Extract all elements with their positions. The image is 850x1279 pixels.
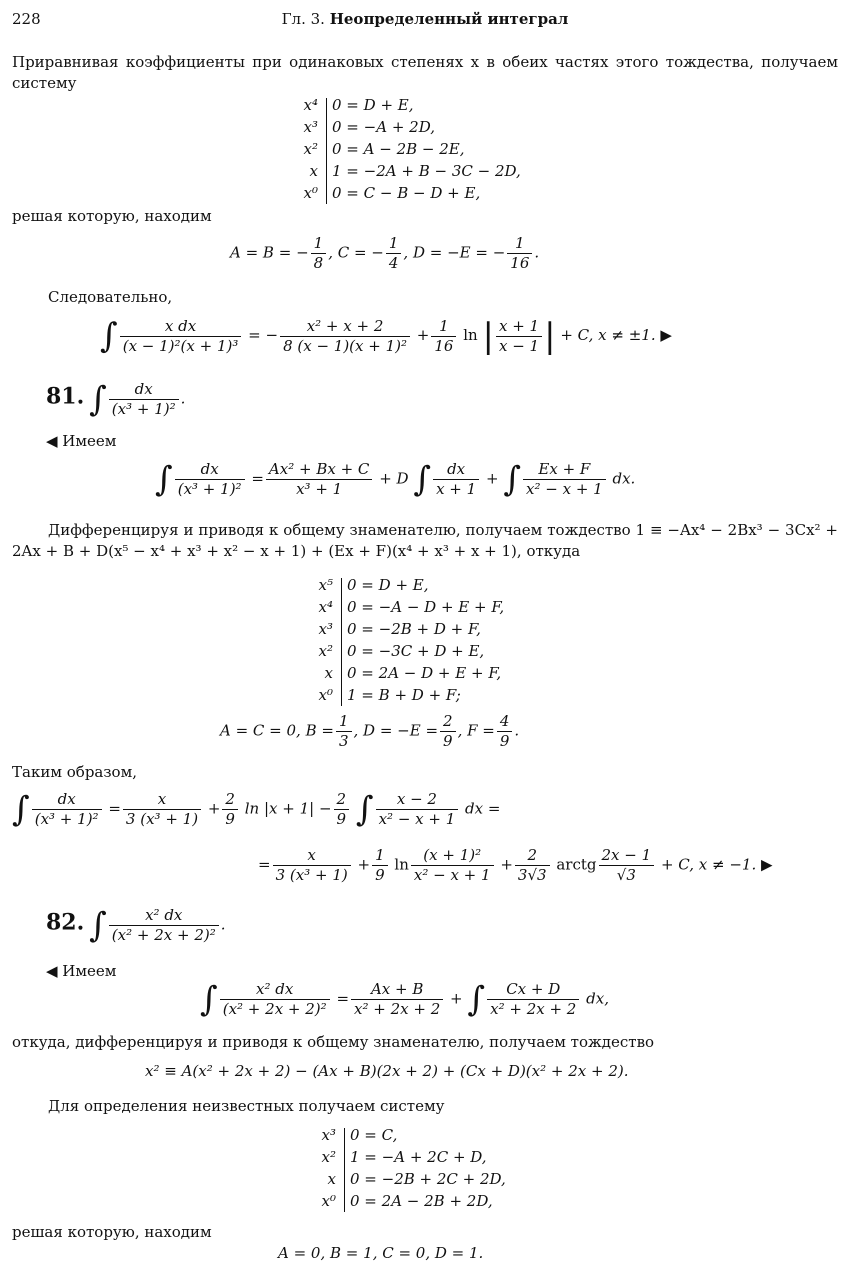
denominator: 16: [510, 254, 530, 272]
denominator: 8: [313, 254, 324, 272]
arctg: arctg: [556, 855, 597, 874]
denominator: (x³ + 1)²: [111, 400, 176, 418]
sol-text: A = C = 0, B =: [220, 721, 334, 740]
denominator: 3: [338, 732, 349, 750]
fraction: [280, 317, 410, 356]
system-lhs: x⁴: [303, 96, 318, 114]
dx: dx.: [612, 469, 636, 488]
solution-1: [230, 234, 539, 273]
numerator: x: [273, 846, 351, 866]
paragraph-determine: Для определения неизвестных получаем систему: [48, 1097, 445, 1115]
denominator: 8 (x − 1)(x + 1)²: [283, 336, 408, 355]
plus: +: [357, 855, 371, 874]
system-lhs: x⁰: [321, 1192, 336, 1210]
result-80: [100, 316, 672, 356]
system-lhs: x: [327, 1170, 336, 1188]
equals: = −: [248, 326, 279, 344]
denominator: 9: [336, 810, 347, 828]
denominator: (x³ + 1)²: [177, 480, 242, 498]
fraction: [431, 317, 456, 356]
system-lhs: x⁰: [303, 184, 318, 202]
fraction: [32, 790, 102, 829]
fraction: [175, 460, 245, 499]
integral-sign: ∫: [155, 459, 173, 500]
numerator: 1: [336, 712, 352, 732]
chapter-number: Гл. 3.: [281, 10, 325, 28]
numerator: 1: [386, 234, 402, 254]
plus: +: [485, 469, 499, 488]
fraction: [273, 846, 351, 885]
denominator: 4: [388, 254, 399, 272]
system-lhs: x⁵: [318, 576, 333, 594]
fraction: [109, 906, 219, 945]
equals: =: [108, 799, 121, 818]
fraction: [515, 846, 550, 885]
problem-81: [46, 380, 185, 419]
denominator: x² + 2x + 2: [490, 1000, 577, 1018]
fraction: [487, 980, 579, 1019]
system-rhs: 1 = B + D + F;: [347, 686, 461, 704]
fraction: [496, 317, 542, 356]
problem-82: [46, 906, 226, 945]
numerator: dx: [433, 460, 479, 480]
numerator: dx: [109, 380, 179, 400]
system-rhs: 0 = −A + 2D,: [332, 118, 435, 136]
denominator: 9: [443, 732, 453, 750]
numerator: 2: [515, 846, 550, 866]
fraction: [266, 460, 372, 499]
equals: =: [258, 855, 271, 874]
ln: ln: [463, 326, 478, 344]
fraction: [120, 317, 242, 356]
equals: =: [251, 469, 264, 488]
system-rhs: 0 = −2B + 2C + 2D,: [350, 1170, 506, 1188]
denominator: 3 (x³ + 1): [125, 810, 199, 828]
denominator: 9: [225, 810, 235, 828]
numerator: x − 2: [376, 790, 459, 810]
integral-sign: ∫: [89, 379, 107, 420]
numerator: 2: [440, 712, 456, 732]
system-rhs: 0 = 2A − 2B + 2D,: [350, 1192, 493, 1210]
equals: =: [336, 989, 350, 1008]
fraction: [334, 790, 350, 829]
fraction: [523, 460, 606, 499]
problem-number: 81.: [46, 383, 85, 410]
numerator: Ax² + Bx + C: [266, 460, 372, 480]
numerator: x + 1: [496, 317, 542, 337]
ln-term: ln |x + 1| −: [244, 799, 332, 818]
fraction: [411, 846, 494, 885]
paragraph-solving: решая которую, находим: [12, 207, 212, 225]
denominator: √3: [616, 866, 636, 884]
system-rhs: 0 = −A − D + E + F,: [347, 598, 505, 616]
result-81-line-2: [258, 846, 773, 885]
denominator: x² − x + 1: [378, 810, 456, 828]
chapter-title: Неопределенный интеграл: [329, 10, 569, 28]
system-lhs: x: [309, 162, 318, 180]
page-number: 228: [12, 10, 41, 28]
system-rhs: 0 = C,: [350, 1126, 398, 1144]
numerator: x² dx: [109, 906, 219, 926]
tail: + C, x ≠ ±1. ▶: [560, 326, 672, 344]
system-lhs: x⁰: [318, 686, 333, 704]
system-rhs: 1 = −A + 2C + D,: [350, 1148, 487, 1166]
denominator: x − 1: [498, 336, 540, 355]
numerator: x: [123, 790, 201, 810]
system-lhs: x²: [303, 140, 318, 158]
fraction: [386, 234, 402, 273]
problem-number: 82.: [46, 909, 85, 936]
integral-sign: ∫: [89, 905, 107, 946]
fraction: [311, 234, 327, 273]
plus: +: [500, 855, 513, 874]
abs-bar: |: [482, 316, 494, 356]
numerator: Cx + D: [487, 980, 579, 1000]
fraction: [351, 980, 443, 1019]
fraction: [123, 790, 201, 829]
denominator: 3√3: [517, 866, 547, 884]
system-rhs: 0 = A − 2B − 2E,: [332, 140, 465, 158]
solution-3: A = 0, B = 1, C = 0, D = 1.: [278, 1244, 484, 1262]
numerator: Ax + B: [351, 980, 443, 1000]
denominator: x² − x + 1: [413, 866, 491, 884]
system-rhs: 0 = C − B − D + E,: [332, 184, 481, 202]
denominator: 9: [375, 866, 385, 884]
sol-text: .: [514, 721, 520, 740]
equation-82: [200, 980, 609, 1019]
fraction: [376, 790, 459, 829]
fraction: [507, 234, 532, 273]
fraction: [222, 790, 238, 829]
numerator: (x + 1)²: [411, 846, 494, 866]
plus: +: [416, 326, 430, 344]
abs-bar: |: [544, 316, 556, 356]
integral-sign: ∫: [200, 979, 218, 1020]
system-lhs: x³: [303, 118, 318, 136]
numerator: 1: [311, 234, 327, 254]
numerator: dx: [32, 790, 102, 810]
fraction: [109, 380, 179, 419]
imeem-81: ◀ Имеем: [46, 432, 117, 450]
solution-2: [220, 712, 519, 751]
fraction: [440, 712, 456, 751]
paragraph-therefore: Следовательно,: [48, 288, 173, 306]
fraction: [599, 846, 655, 885]
numerator: 1: [507, 234, 532, 254]
numerator: x² dx: [220, 980, 330, 1000]
running-header: [0, 10, 850, 28]
plus: +: [207, 799, 221, 818]
denominator: 9: [499, 732, 510, 750]
system-rhs: 0 = 2A − D + E + F,: [347, 664, 502, 682]
paragraph-thus: Таким образом,: [12, 763, 138, 781]
numerator: 2: [334, 790, 350, 810]
fraction: [372, 846, 388, 885]
equation-81: [155, 460, 635, 499]
system-rhs: 0 = D + E,: [347, 576, 429, 594]
imeem-82: ◀ Имеем: [46, 962, 117, 980]
system-bar: [326, 98, 327, 204]
dot: .: [180, 389, 186, 408]
system-rhs: 0 = −3C + D + E,: [347, 642, 485, 660]
sol-text: A = B = −: [230, 243, 309, 262]
denominator: 3 (x³ + 1): [275, 866, 348, 884]
integral-sign: ∫: [100, 316, 118, 356]
numerator: 1: [431, 317, 456, 337]
plus-d: + D: [379, 469, 409, 488]
denominator: (x² + 2x + 2)²: [111, 926, 216, 944]
system-lhs: x²: [321, 1148, 336, 1166]
numerator: x dx: [120, 317, 242, 337]
fraction: [336, 712, 352, 751]
result-81-line-1: [12, 790, 500, 829]
system-rhs: 0 = D + E,: [332, 96, 414, 114]
denominator: 16: [434, 336, 454, 355]
numerator: dx: [175, 460, 245, 480]
denominator: (x² + 2x + 2)²: [222, 1000, 327, 1018]
system-lhs: x⁴: [318, 598, 333, 616]
integral-sign: ∫: [413, 459, 432, 500]
integral-sign: ∫: [12, 789, 30, 830]
dx: dx,: [586, 989, 609, 1008]
paragraph-differentiating: Дифференцируя и приводя к общему знаменателю, получаем тождество 1 ≡ −Ax⁴ − 2Bx³ − 3Cx² + 2Ax + B + D(x⁵ − x⁴ + x³ + x² − x + 1) + (Ex + F)(x⁴ + x³ + x + 1), откуда: [12, 521, 838, 560]
denominator: x³ + 1: [296, 480, 343, 498]
denominator: x² + 2x + 2: [354, 1000, 441, 1018]
paragraph-whence: откуда, дифференцируя и приводя к общему знаменателю, получаем тождество: [12, 1033, 655, 1051]
numerator: x² + x + 2: [280, 317, 410, 337]
dot: .: [220, 915, 226, 934]
numerator: 1: [372, 846, 388, 866]
denominator: x² − x + 1: [526, 480, 603, 498]
numerator: 2: [222, 790, 238, 810]
ln: ln: [394, 855, 409, 874]
identity-82: x² ≡ A(x² + 2x + 2) − (Ax + B)(2x + 2) + (Cx + D)(x² + 2x + 2).: [145, 1062, 629, 1080]
system-bar: [344, 1128, 345, 1212]
sol-text: , D = −E = −: [403, 243, 506, 262]
fraction: [433, 460, 479, 499]
plus: +: [450, 989, 463, 1008]
system-lhs: x: [324, 664, 333, 682]
sol-text: , F =: [457, 721, 495, 740]
tail: dx =: [465, 799, 501, 818]
numerator: 4: [497, 712, 513, 732]
sol-text: , D = −E =: [353, 721, 439, 740]
system-rhs: 0 = −2B + D + F,: [347, 620, 481, 638]
system-bar: [341, 578, 342, 706]
sol-text: .: [534, 243, 540, 262]
integral-sign: ∫: [503, 459, 522, 500]
numerator: 2x − 1: [599, 846, 655, 866]
integral-sign: ∫: [355, 789, 374, 830]
fraction: [497, 712, 513, 751]
system-rhs: 1 = −2A + B − 3C − 2D,: [332, 162, 521, 180]
denominator: x + 1: [436, 480, 477, 498]
system-lhs: x²: [318, 642, 333, 660]
system-lhs: x³: [321, 1126, 336, 1144]
sol-text: , C = −: [328, 243, 384, 262]
paragraph-coefficients: Приравнивая коэффициенты при одинаковых степенях x в обеих частях этого тождества, получаем систему: [12, 53, 838, 92]
integral-sign: ∫: [467, 979, 486, 1020]
system-lhs: x³: [318, 620, 333, 638]
denominator: (x³ + 1)²: [34, 810, 99, 828]
fraction: [220, 980, 330, 1019]
paragraph-solving-2: решая которую, находим: [12, 1223, 212, 1241]
numerator: Ex + F: [523, 460, 606, 480]
denominator: (x − 1)²(x + 1)³: [122, 336, 239, 355]
tail: + C, x ≠ −1. ▶: [660, 855, 773, 874]
